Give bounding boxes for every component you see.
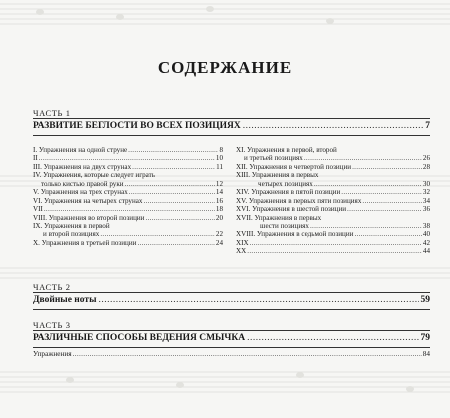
dot-leader (247, 333, 418, 343)
divider (33, 347, 430, 348)
entry-text: I. Упражнения на одной струне (33, 146, 128, 154)
dot-leader (247, 247, 422, 255)
part-3-heading-row[interactable] (33, 333, 430, 343)
entry-text: Упражнения (33, 349, 72, 358)
dot-leader (73, 350, 422, 358)
dot-leader (314, 180, 422, 188)
entry-text: IX. Упражнения в первой (33, 221, 110, 230)
entry-page: 28 (422, 162, 430, 171)
toc-entry[interactable] (236, 247, 430, 255)
dot-leader (243, 121, 424, 131)
entry-page: 10 (215, 154, 223, 163)
entry-text: XIX (236, 238, 249, 247)
page-title: СОДЕРЖАНИЕ (157, 58, 293, 77)
entry-text: V. Упражнения на трех струнах (33, 188, 128, 197)
entry-text: XX (236, 247, 247, 256)
entry-page: 40 (422, 230, 430, 239)
divider (33, 330, 430, 331)
dot-leader (304, 154, 422, 162)
entry-text: XII. Упражнения в четвертой позиции (236, 162, 352, 171)
entry-text: IV. Упражнения, которые следует играть (33, 171, 155, 180)
entry-text: и третьей позициях (244, 154, 303, 163)
entry-page: 36 (422, 205, 430, 214)
part-2-heading: Двойные ноты (33, 295, 97, 305)
part-1-label: ЧАСТЬ 1 (33, 108, 71, 118)
dot-leader (137, 239, 214, 247)
toc-entry[interactable] (236, 171, 430, 188)
dot-leader (129, 188, 215, 196)
entry-page: 42 (422, 238, 430, 247)
contents-left-column (33, 146, 223, 247)
dot-leader (125, 180, 215, 188)
dot-leader (132, 163, 215, 171)
entry-page: 11 (216, 162, 223, 171)
toc-entry[interactable] (236, 197, 430, 205)
entry-page: 26 (422, 154, 430, 163)
entry-text: и второй позициях (43, 230, 100, 239)
divider (33, 118, 430, 119)
toc-entry[interactable] (33, 163, 223, 171)
toc-entry[interactable] (33, 239, 223, 247)
entry-page: 8 (219, 146, 223, 154)
entry-page: 84 (422, 349, 430, 358)
entry-text: шести позициях (260, 221, 309, 230)
entry-text: только кистью правой руки (41, 179, 124, 188)
entry-text: III. Упражнения на двух струнах (33, 162, 132, 171)
toc-entry[interactable] (33, 205, 223, 213)
part-1-heading-row[interactable] (33, 121, 430, 131)
entry-text: XIII. Упражнения в первых (236, 171, 319, 180)
toc-entry[interactable] (236, 163, 430, 171)
part-2-label: ЧАСТЬ 2 (33, 282, 71, 292)
toc-entry[interactable] (33, 188, 223, 196)
part-3-page: 79 (420, 333, 430, 343)
entry-text: VII (33, 205, 43, 214)
dot-leader (44, 205, 215, 213)
entry-page: 44 (422, 247, 430, 256)
toc-entry[interactable] (33, 222, 223, 239)
toc-entry[interactable] (236, 214, 430, 231)
entry-page: 24 (215, 238, 223, 247)
dot-leader (143, 197, 214, 205)
divider (33, 135, 430, 136)
entry-text: XVI. Упражнения в шестой позиции (236, 205, 347, 214)
dot-leader (100, 230, 215, 238)
entry-text: VIII. Упражнения во второй позиции (33, 213, 145, 222)
dot-leader (341, 188, 422, 196)
dot-leader (39, 154, 215, 162)
entry-page: 30 (422, 179, 430, 188)
dot-leader (250, 239, 422, 247)
dot-leader (362, 197, 422, 205)
divider (33, 292, 430, 293)
entry-text: XI. Упражнения в первой, второй (236, 146, 337, 154)
entry-page: 34 (422, 196, 430, 205)
entry-page: 12 (215, 179, 223, 188)
dot-leader (99, 295, 419, 305)
entry-text: II (33, 154, 38, 163)
toc-entry[interactable] (236, 205, 430, 213)
toc-entry[interactable] (33, 154, 223, 162)
dot-leader (347, 205, 422, 213)
toc-entry[interactable] (33, 146, 223, 154)
dot-leader (145, 214, 214, 222)
entry-page: 16 (215, 196, 223, 205)
entry-page: 38 (422, 221, 430, 230)
part-1-heading: РАЗВИТИЕ БЕГЛОСТИ ВО ВСЕХ ПОЗИЦИЯХ (33, 121, 241, 131)
part-3-label: ЧАСТЬ 3 (33, 320, 71, 330)
toc-entry[interactable] (33, 171, 223, 188)
toc-entry[interactable] (236, 146, 430, 163)
divider (33, 309, 430, 310)
contents-right-column (236, 146, 430, 256)
entry-page: 32 (422, 188, 430, 197)
toc-entry[interactable] (236, 230, 430, 238)
entry-text: XVIII. Упражнения в седьмой позиции (236, 230, 354, 239)
toc-entry[interactable] (33, 197, 223, 205)
entry-text: XVII. Упражнения в первых (236, 213, 322, 222)
dot-leader (310, 222, 422, 230)
toc-entry[interactable] (236, 239, 430, 247)
part-3-heading: РАЗЛИЧНЫЕ СПОСОБЫ ВЕДЕНИЯ СМЫЧКА (33, 333, 246, 343)
toc-entry[interactable] (33, 214, 223, 222)
part-1-page: 7 (425, 121, 430, 131)
entry-page: 18 (215, 205, 223, 214)
dot-leader (128, 146, 218, 154)
dot-leader (352, 163, 422, 171)
entry-text: XV. Упражнения в первых пяти позициях (236, 196, 362, 205)
entry-page: 20 (215, 213, 223, 222)
entry-text: XIV. Упражнения в пятой позиции (236, 188, 341, 197)
part-2-page: 59 (420, 295, 430, 305)
entry-text: четырех позициях (258, 179, 313, 188)
part-2-heading-row[interactable] (33, 295, 430, 305)
entry-page: 14 (215, 188, 223, 197)
entry-text: X. Упражнения в третьей позиции (33, 238, 137, 247)
toc-entry[interactable] (33, 350, 430, 358)
entry-page: 22 (215, 230, 223, 239)
toc-entry[interactable] (236, 188, 430, 196)
dot-leader (354, 230, 421, 238)
entry-text: VI. Упражнения на четырех струнах (33, 196, 143, 205)
